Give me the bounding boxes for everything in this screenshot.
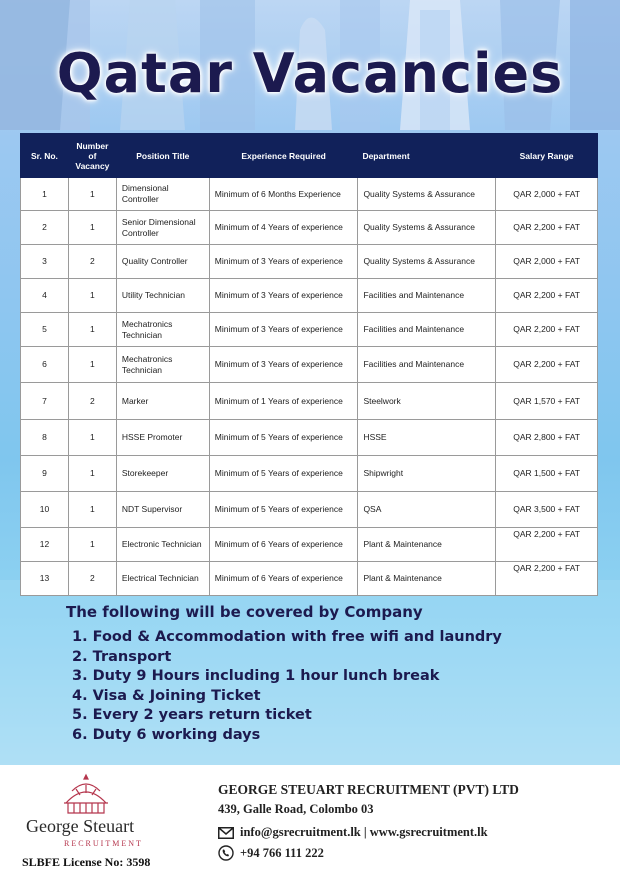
column-header-department: Department bbox=[358, 134, 496, 178]
cell-department: Shipwright bbox=[358, 456, 496, 492]
logo-subtitle: RECRUITMENT bbox=[64, 839, 143, 848]
cell-position: Dimensional Controller bbox=[116, 178, 209, 211]
cell-vacancy: 1 bbox=[68, 420, 116, 456]
cell-department: Quality Systems & Assurance bbox=[358, 211, 496, 245]
cell-department: QSA bbox=[358, 492, 496, 528]
cell-position: Mechatronics Technician bbox=[116, 347, 209, 383]
cell-department: Facilities and Maintenance bbox=[358, 313, 496, 347]
cell-vacancy: 2 bbox=[68, 383, 116, 420]
cell-vacancy: 1 bbox=[68, 211, 116, 245]
cell-experience: Minimum of 5 Years of experience bbox=[209, 420, 358, 456]
vacancy-table bbox=[20, 133, 598, 596]
cell-salary: QAR 2,200 + FAT bbox=[496, 279, 598, 313]
column-header-salary: Salary Range bbox=[496, 134, 598, 178]
license-number: SLBFE License No: 3598 bbox=[22, 855, 151, 869]
cell-sr: 12 bbox=[21, 528, 69, 562]
table-row bbox=[21, 313, 598, 347]
cell-sr: 2 bbox=[21, 211, 69, 245]
table-row bbox=[21, 211, 598, 245]
cell-sr: 1 bbox=[21, 178, 69, 211]
cell-sr: 13 bbox=[21, 562, 69, 596]
cell-vacancy: 1 bbox=[68, 279, 116, 313]
cell-experience: Minimum of 6 Years of experience bbox=[209, 562, 358, 596]
phone-icon bbox=[218, 845, 234, 861]
phone-text: +94 766 111 222 bbox=[240, 845, 324, 860]
cell-vacancy: 2 bbox=[68, 245, 116, 279]
cell-salary: QAR 3,500 + FAT bbox=[496, 492, 598, 528]
cell-position: Senior Dimensional Controller bbox=[116, 211, 209, 245]
cell-salary: QAR 2,200 + FAT bbox=[496, 313, 598, 347]
benefit-item: 5. Every 2 years return ticket bbox=[72, 707, 312, 724]
cell-department: Facilities and Maintenance bbox=[358, 279, 496, 313]
benefits-section bbox=[66, 603, 502, 746]
cell-salary: QAR 2,200 + FAT bbox=[496, 562, 598, 596]
benefit-item: 6. Duty 6 working days bbox=[72, 726, 261, 743]
cell-sr: 8 bbox=[21, 420, 69, 456]
cell-sr: 6 bbox=[21, 347, 69, 383]
cell-department: Quality Systems & Assurance bbox=[358, 245, 496, 279]
logo-name: George Steuart bbox=[26, 816, 135, 836]
cell-department: Steelwork bbox=[358, 383, 496, 420]
cell-vacancy: 1 bbox=[68, 528, 116, 562]
cell-experience: Minimum of 4 Years of experience bbox=[209, 211, 358, 245]
cell-experience: Minimum of 6 Years of experience bbox=[209, 528, 358, 562]
email-icon bbox=[218, 827, 234, 839]
benefit-item: 2. Transport bbox=[72, 648, 172, 665]
benefits-heading: The following will be covered by Company bbox=[66, 603, 423, 621]
cell-vacancy: 1 bbox=[68, 456, 116, 492]
table-row bbox=[21, 420, 598, 456]
cell-position: Storekeeper bbox=[116, 456, 209, 492]
cell-position: Electronic Technician bbox=[116, 528, 209, 562]
cell-salary: QAR 1,500 + FAT bbox=[496, 456, 598, 492]
cell-position: Mechatronics Technician bbox=[116, 313, 209, 347]
benefit-item: 3. Duty 9 Hours including 1 hour lunch break bbox=[72, 668, 440, 685]
table-row bbox=[21, 347, 598, 383]
table-row bbox=[21, 492, 598, 528]
table-row bbox=[21, 383, 598, 420]
crest-logo-icon bbox=[58, 773, 114, 817]
cell-position: Marker bbox=[116, 383, 209, 420]
benefit-item: 1. Food & Accommodation with free wifi and laundry bbox=[72, 629, 502, 645]
cell-experience: Minimum of 3 Years of experience bbox=[209, 347, 358, 383]
cell-salary: QAR 1,570 + FAT bbox=[496, 383, 598, 420]
cell-vacancy: 1 bbox=[68, 178, 116, 211]
cell-department: Plant & Maintenance bbox=[358, 562, 496, 596]
cell-experience: Minimum of 1 Years of experience bbox=[209, 383, 358, 420]
cell-sr: 3 bbox=[21, 245, 69, 279]
cell-experience: Minimum of 5 Years of experience bbox=[209, 456, 358, 492]
cell-experience: Minimum of 5 Years of experience bbox=[209, 492, 358, 528]
cell-salary: QAR 2,000 + FAT bbox=[496, 178, 598, 211]
cell-experience: Minimum of 6 Months Experience bbox=[209, 178, 358, 211]
cell-department: Facilities and Maintenance bbox=[358, 347, 496, 383]
column-header-position: Position Title bbox=[116, 134, 209, 178]
email-web-text: info@gsrecruitment.lk | www.gsrecruitment.lk bbox=[240, 825, 488, 839]
table-row bbox=[21, 245, 598, 279]
cell-salary: QAR 2,000 + FAT bbox=[496, 245, 598, 279]
cell-experience: Minimum of 3 Years of experience bbox=[209, 313, 358, 347]
cell-position: Utility Technician bbox=[116, 279, 209, 313]
cell-position: Quality Controller bbox=[116, 245, 209, 279]
table-row bbox=[21, 562, 598, 596]
email-web-line bbox=[218, 825, 488, 840]
company-address: 439, Galle Road, Colombo 03 bbox=[218, 802, 374, 816]
cell-sr: 4 bbox=[21, 279, 69, 313]
column-header-sr: Sr. No. bbox=[21, 134, 69, 178]
cell-sr: 10 bbox=[21, 492, 69, 528]
cell-vacancy: 1 bbox=[68, 313, 116, 347]
cell-position: Electrical Technician bbox=[116, 562, 209, 596]
benefit-item: 4. Visa & Joining Ticket bbox=[72, 687, 261, 704]
cell-sr: 5 bbox=[21, 313, 69, 347]
cell-position: HSSE Promoter bbox=[116, 420, 209, 456]
cell-position: NDT Supervisor bbox=[116, 492, 209, 528]
cell-vacancy: 1 bbox=[68, 492, 116, 528]
column-header-vacancy: Number of Vacancy bbox=[68, 134, 116, 178]
table-row bbox=[21, 178, 598, 211]
company-name: GEORGE STEUART RECRUITMENT (PVT) LTD bbox=[218, 782, 519, 797]
cell-department: Plant & Maintenance bbox=[358, 528, 496, 562]
phone-line bbox=[218, 845, 324, 861]
column-header-experience: Experience Required bbox=[209, 134, 358, 178]
table-row bbox=[21, 456, 598, 492]
table-row bbox=[21, 528, 598, 562]
cell-sr: 7 bbox=[21, 383, 69, 420]
cell-sr: 9 bbox=[21, 456, 69, 492]
table-row bbox=[21, 279, 598, 313]
cell-vacancy: 1 bbox=[68, 347, 116, 383]
page-title: Qatar Vacancies bbox=[56, 42, 564, 105]
cell-salary: QAR 2,800 + FAT bbox=[496, 420, 598, 456]
cell-vacancy: 2 bbox=[68, 562, 116, 596]
cell-salary: QAR 2,200 + FAT bbox=[496, 211, 598, 245]
cell-experience: Minimum of 3 Years of experience bbox=[209, 245, 358, 279]
table-header-row bbox=[21, 134, 598, 178]
cell-department: Quality Systems & Assurance bbox=[358, 178, 496, 211]
cell-experience: Minimum of 3 Years of experience bbox=[209, 279, 358, 313]
cell-salary: QAR 2,200 + FAT bbox=[496, 528, 598, 562]
cell-salary: QAR 2,200 + FAT bbox=[496, 347, 598, 383]
company-info bbox=[218, 782, 519, 817]
cell-department: HSSE bbox=[358, 420, 496, 456]
